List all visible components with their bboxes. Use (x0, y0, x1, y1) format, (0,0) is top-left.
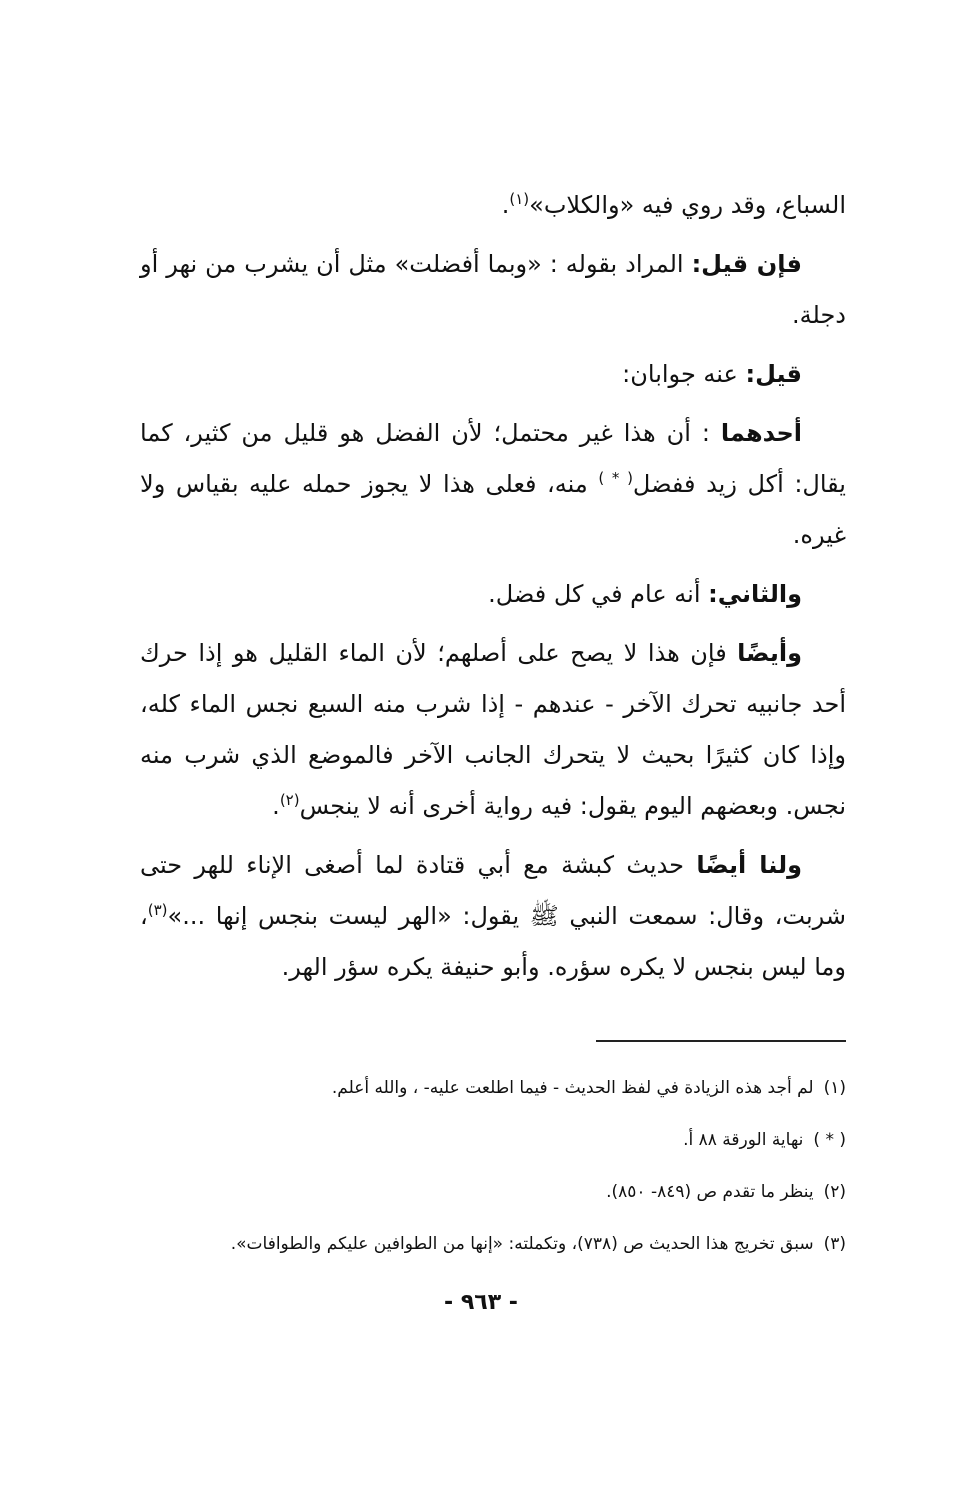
footnote-text: نهاية الورقة ٨٨ أ. (683, 1130, 804, 1150)
footnote-marker: (١) (509, 190, 530, 208)
footnote (140, 1172, 846, 1212)
paragraph: السباع، وقد روي فيه «والكلاب»$^{(١)}$. (501, 190, 846, 219)
footnote-marker: (٢) (279, 791, 300, 809)
paragraph-lead: ولنا أيضًا (696, 851, 802, 879)
footnote-number: (٢) (823, 1182, 846, 1202)
paragraph-lead: أحدهما (720, 419, 802, 447)
footnote-text: ينظر ما تقدم ص (٨٤٩- ٨٥٠). (606, 1182, 814, 1202)
paragraph: والثاني: أنه عام في كل فضل. (488, 580, 802, 608)
paragraph: ولنا أيضًا حديث كبشة مع أبي قتادة لما أصغى الإناء للهر حتى شربت، وقال: سمعت النبي ﷺ يقول: «الهر ليست بنجس إنها ...»$^{(٣)}$، وما ليس بنجس لا يكره سؤره. وأبو حنيفة يكره سؤر الهر. (140, 851, 846, 981)
footnote-number: (١) (823, 1078, 846, 1098)
page-number: - ٩٦٣ - (444, 1290, 518, 1315)
paragraph-lead: وأيضًا (737, 639, 802, 667)
paragraph: وأيضًا فإن هذا لا يصح على أصلهم؛ لأن الماء القليل هو إذا حرك أحد جانبيه تحرك الآخر - عندهم - إذا شرب منه السبع نجس الماء كله، وإذا كان كثيرًا بحيث لا يتحرك الجانب الآخر فالموضع الذي شرب منه نجس. وبعضهم اليوم يقول: فيه رواية أخرى أنه لا ينجس$^{(٢)}$. (140, 639, 846, 820)
paragraph-lead: فإن قيل: (691, 250, 802, 278)
footnote-number: (٣) (823, 1234, 846, 1254)
paragraph-lead: قيل: (745, 360, 802, 388)
main-text (140, 180, 846, 1001)
footnote-number: ( * ) (813, 1130, 846, 1150)
paragraph: أحدهما : أن هذا غير محتمل؛ لأن الفضل هو قليل من كثير، كما يقال: أكل زيد ففضل( * ) منه، فعلى هذا لا يجوز حمله عليه بقياس ولا غيره. (140, 419, 846, 549)
footnote (140, 1120, 846, 1160)
footnote-text: سبق تخريج هذا الحديث ص (٧٣٨)، وتكملته: «إنها من الطوافين عليكم والطوافات». (230, 1234, 814, 1254)
paragraph-lead: والثاني: (708, 580, 802, 608)
footnote-text: لم أجد هذه الزيادة في لفظ الحديث - فيما اطلعت عليه- ، والله أعلم. (331, 1078, 814, 1098)
paragraph: قيل: عنه جوابان: (622, 360, 802, 388)
footnote-divider (596, 1040, 846, 1042)
footnotes (140, 1068, 846, 1276)
footnote (140, 1224, 846, 1264)
footnote-marker: (٣) (147, 901, 168, 919)
footnote-marker: ( * ) (598, 469, 633, 487)
paragraph: فإن قيل: المراد بقوله : «وبما أفضلت» مثل أن يشرب من نهر أو دجلة. (140, 250, 846, 329)
footnote (140, 1068, 846, 1108)
